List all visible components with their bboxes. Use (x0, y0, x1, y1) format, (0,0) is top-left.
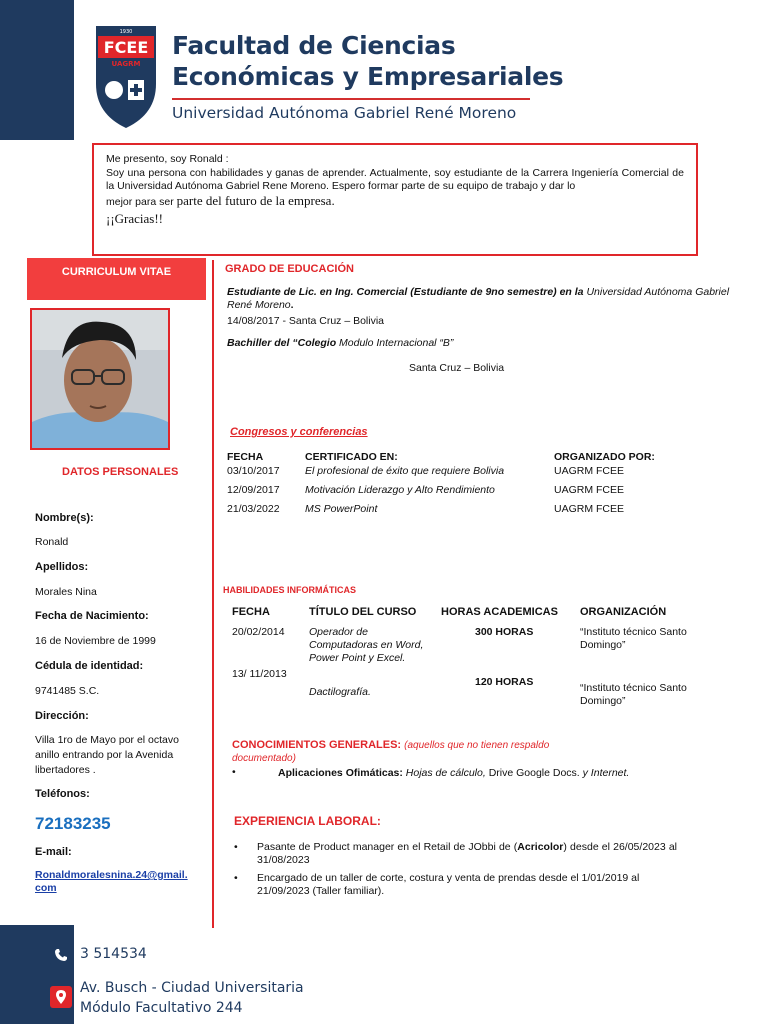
phone-label: Teléfonos: (35, 788, 90, 800)
phone-icon (50, 944, 72, 966)
experience-title: EXPERIENCIA LABORAL: (234, 814, 381, 828)
id-label: Cédula de identidad: (35, 660, 144, 672)
cv-title-banner: CURRICULUM VITAE (27, 258, 206, 300)
id-value: 9741485 S.C. (35, 685, 100, 697)
skill-row-1-course: Operador de Computadoras en Word, Power Point y Excel. (309, 626, 424, 664)
skill-row-2-org: “Instituto técnico Santo Domingo” (580, 682, 687, 707)
birthdate-label: Fecha de Nacimiento: (35, 610, 149, 622)
knowledge-heading (232, 739, 612, 765)
intro-closing-b: parte del futuro de la empresa. (176, 192, 335, 208)
logo-year: 1930 (119, 29, 133, 35)
skill-row-2-course: Dactilografía. (309, 686, 371, 698)
email-value-part1: Ronaldmoralesnina.24@gmail. (35, 869, 188, 881)
skill-row-1-date: 20/02/2014 (232, 626, 285, 638)
experience-item-1-c: ) desde el 26/05/2023 al 31/08/2023 (257, 841, 677, 866)
faculty-title (172, 30, 563, 92)
intro-box (92, 143, 698, 256)
surname-value: Morales Nina (35, 586, 97, 598)
address-value: Villa 1ro de Mayo por el octavo anillo entrando por la Avenida libertadores . (35, 734, 179, 776)
congress-row-2-date: 12/09/2017 (227, 484, 280, 496)
faculty-title-line2: Económicas y Empresariales (172, 62, 564, 91)
profile-photo-image (32, 310, 168, 448)
congress-row-3-cert: MS PowerPoint (305, 503, 378, 515)
degree-1-dot: . (290, 299, 294, 311)
intro-closing (106, 194, 684, 210)
skill-row-2-hours: 120 HORAS (475, 676, 534, 688)
degree-2-institution: Modulo Internacional “B” (339, 337, 454, 349)
intro-closing-a: mejor para ser (106, 195, 177, 208)
knowledge-item-it2: y Internet. (582, 767, 630, 779)
knowledge-note: (aquellos que no tienen respaldo documentado) (232, 740, 550, 764)
skills-header-hours: HORAS ACADEMICAS (441, 606, 558, 618)
congress-header-org: ORGANIZADO POR: (554, 451, 655, 463)
experience-item-1 (257, 841, 677, 867)
footer-address (80, 978, 304, 1018)
knowledge-title: CONOCIMIENTOS GENERALES: (232, 739, 405, 751)
name-value: Ronald (35, 536, 69, 548)
bullet-dot-icon: • (234, 872, 238, 884)
address-label: Dirección: (35, 710, 89, 722)
university-shield-logo (92, 22, 160, 132)
profile-photo (30, 308, 170, 450)
degree-1 (227, 286, 742, 312)
bullet-dot-icon: • (234, 841, 238, 853)
congress-row-2-org: UAGRM FCEE (554, 484, 625, 496)
education-title: GRADO DE EDUCACIÓN (225, 263, 354, 275)
intro-thanks: ¡¡Gracias!! (106, 211, 164, 226)
faculty-title-line1: Facultad de Ciencias (172, 31, 456, 60)
header-divider (172, 98, 530, 100)
experience-item-1-a: Pasante de Product manager en el Retail de JObbi de ( (257, 841, 518, 853)
footer-phone: 3 514534 (80, 946, 147, 962)
email-label: E-mail: (35, 846, 72, 858)
skills-header-org: ORGANIZACIÓN (580, 606, 667, 618)
bullet-dot-icon: • (232, 766, 236, 778)
surname-label: Apellidos: (35, 561, 89, 573)
skill-row-1-org: “Instituto técnico Santo Domingo” (580, 626, 687, 651)
knowledge-item-it1: Hojas de cálculo, (405, 767, 489, 779)
experience-item-1-company: Acricolor (517, 841, 564, 853)
congress-row-3-date: 21/03/2022 (227, 503, 280, 515)
degree-2-place: Santa Cruz – Bolivia (409, 362, 505, 374)
congress-row-2-cert: Motivación Liderazgo y Alto Rendimiento (305, 484, 495, 496)
birthdate-value: 16 de Noviembre de 1999 (35, 635, 156, 647)
footer-address-line2: Módulo Facultativo 244 (80, 1000, 243, 1016)
congress-header-cert: CERTIFICADO EN: (305, 451, 398, 463)
degree-1-institution: Universidad Autónoma Gabriel René Moreno (227, 286, 730, 311)
congress-row-3-org: UAGRM FCEE (554, 503, 625, 515)
congress-row-1-org: UAGRM FCEE (554, 465, 625, 477)
degree-2 (227, 337, 453, 350)
university-name: Universidad Autónoma Gabriel René Moreno (172, 104, 517, 122)
experience-item-2: Encargado de un taller de corte, costura y venta de prendas desde el 1/01/2019 al 21/09/2023 (Taller familiar). (257, 872, 640, 897)
congress-header-date: FECHA (227, 451, 264, 463)
location-pin-icon (50, 986, 72, 1008)
personal-data-title: DATOS PERSONALES (62, 466, 179, 478)
footer-address-line1: Av. Busch - Ciudad Universitaria (80, 980, 304, 996)
skill-row-1-hours: 300 HORAS (475, 626, 534, 638)
intro-body: Soy una persona con habilidades y ganas de aprender. Actualmente, soy estudiante de la Carrera Ingeniería Comercial de la Universidad Autónoma Gabriel Rene Moreno. Espero formar parte de su equipo de trabajo y dar lo (106, 166, 684, 192)
phone-value[interactable]: 72183235 (35, 814, 111, 833)
intro-greeting: Me presento, soy Ronald : (106, 153, 229, 165)
skills-title: HABILIDADES INFORMÁTICAS (223, 585, 356, 595)
knowledge-item-plain: Drive Google Docs. (488, 767, 583, 779)
congress-row-1-date: 03/10/2017 (227, 465, 280, 477)
degree-1-bold: Estudiante de Lic. en Ing. Comercial (Estudiante de 9no semestre) en la (227, 286, 587, 298)
skills-header-course: TÍTULO DEL CURSO (309, 606, 417, 618)
logo-text: FCEE (103, 38, 149, 57)
name-label: Nombre(s): (35, 512, 94, 524)
degree-2-bold: Bachiller del “Colegio (227, 337, 340, 349)
knowledge-item-bold: Aplicaciones Ofimáticas: (278, 767, 406, 779)
section-divider (212, 260, 214, 928)
knowledge-item (278, 766, 638, 780)
skills-header-date: FECHA (232, 606, 270, 618)
email-link[interactable] (35, 869, 188, 895)
email-value-part2: com (35, 882, 57, 894)
congresses-title: Congresos y conferencias (230, 426, 368, 438)
skill-row-2-date: 13/ 11/2013 (232, 668, 287, 680)
logo-sub: UAGRM (111, 60, 141, 68)
congress-row-1-cert: El profesional de éxito que requiere Bolivia (305, 465, 505, 477)
degree-1-date: 14/08/2017 - Santa Cruz – Bolivia (227, 315, 385, 327)
footer-brand-strip (0, 925, 42, 1024)
